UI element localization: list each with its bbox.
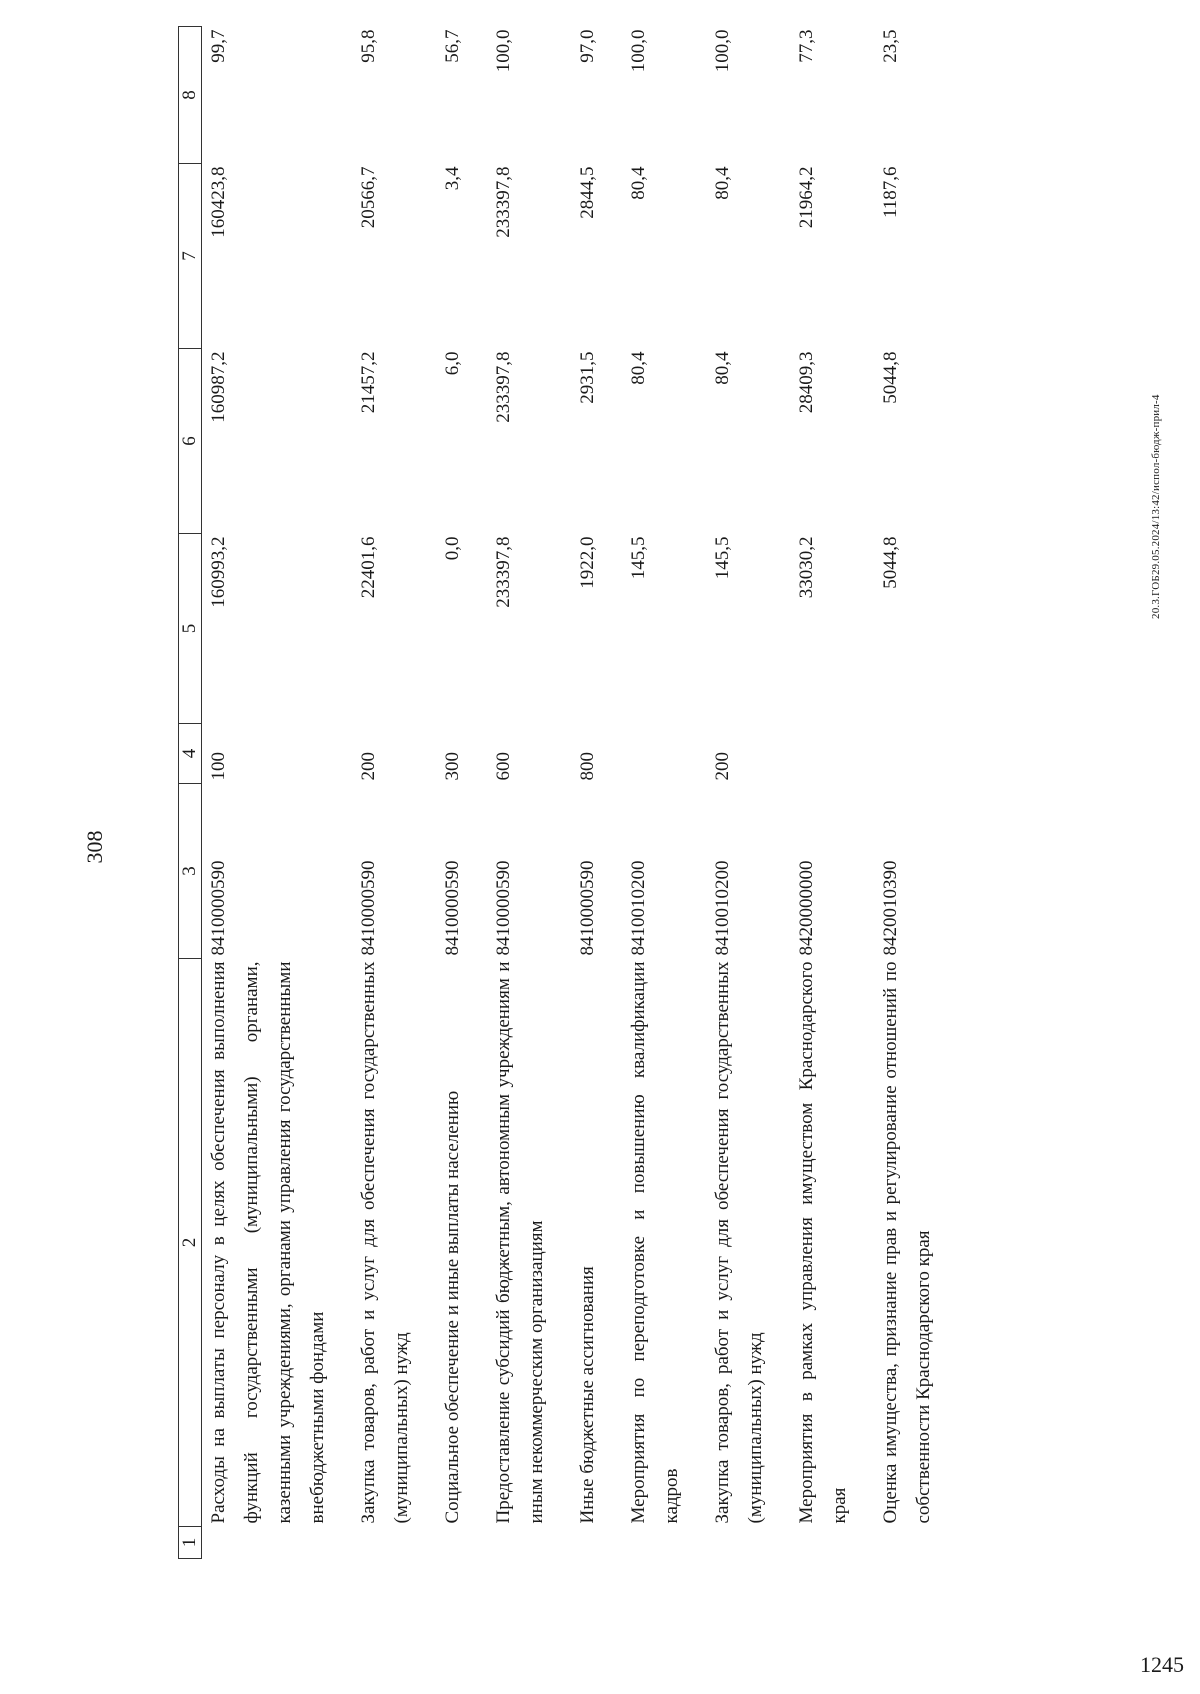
page-number: 308	[82, 830, 107, 864]
row-spacer-cell	[469, 27, 487, 1559]
row-value-col5: 233397,8	[493, 536, 514, 608]
row-value-col5: 1922,0	[577, 536, 598, 589]
column-number-row	[179, 27, 202, 1559]
row-expense-type	[790, 724, 856, 784]
row-index-cell	[622, 1527, 688, 1559]
row-index-cell	[790, 1527, 856, 1559]
row-index-cell	[874, 1527, 940, 1559]
row-percent-col8: 56,7	[442, 29, 463, 63]
row-spacer-cell	[553, 27, 571, 1559]
row-index-cell	[352, 1527, 418, 1559]
row-description: Социальное обеспечение и иные выплаты населению	[442, 1090, 463, 1524]
row-expense-type: 200	[712, 752, 733, 781]
row-target-code: 8410000590	[358, 860, 379, 956]
row-value-col5: 145,5	[712, 536, 733, 580]
row-spacer-cell	[418, 27, 436, 1559]
row-value-col5: 0,0	[442, 536, 463, 561]
row-value-col7: 21964,2	[796, 166, 817, 229]
row-value-col7: 3,4	[442, 166, 463, 191]
row-spacer	[469, 27, 487, 1559]
row-value-col6: 28409,3	[796, 351, 817, 414]
row-spacer-cell	[856, 27, 874, 1559]
corner-page-number: 1245	[1140, 1652, 1184, 1677]
row-spacer	[688, 27, 706, 1559]
row-index-cell	[706, 1527, 772, 1559]
row-value-col7: 1187,6	[880, 166, 901, 219]
row-value-col5: 22401,6	[358, 536, 379, 599]
row-target-code: 8410010200	[712, 860, 733, 956]
row-spacer	[418, 27, 436, 1559]
table-row	[706, 27, 772, 1559]
row-percent-col8: 100,0	[712, 29, 733, 73]
row-spacer	[553, 27, 571, 1559]
row-value-col6: 160987,2	[208, 351, 229, 423]
row-value-col7: 80,4	[628, 166, 649, 200]
row-expense-type	[874, 724, 940, 784]
column-header: 2	[179, 959, 202, 1527]
row-value-col7: 20566,7	[358, 166, 379, 229]
row-expense-type: 100	[208, 752, 229, 781]
row-description: Закупка товаров, работ и услуг для обеспечения государственных (муниципальных) нужд	[358, 961, 412, 1524]
row-description: Оценка имущества, признание прав и регулирование отношений по собственности Краснодарского края	[880, 961, 934, 1524]
row-spacer-cell	[772, 27, 790, 1559]
column-header: 3	[179, 784, 202, 959]
table-row	[874, 27, 940, 1559]
row-description: Иные бюджетные ассигнования	[577, 1266, 598, 1524]
row-value-col6: 233397,8	[493, 351, 514, 423]
column-header: 6	[179, 349, 202, 534]
row-value-col7: 233397,8	[493, 166, 514, 238]
table-row	[790, 27, 856, 1559]
row-spacer-cell	[334, 27, 352, 1559]
row-value-col6: 21457,2	[358, 351, 379, 414]
row-index-cell	[202, 1527, 335, 1559]
table-body	[202, 27, 941, 1559]
footer-stamp: 20.3.ГОБ29.05.2024/13:42/испол-бюдж-прил-4	[1150, 394, 1162, 619]
row-target-code: 8420000000	[796, 860, 817, 956]
row-index-cell	[487, 1527, 553, 1559]
row-target-code: 8420010390	[880, 860, 901, 956]
row-spacer	[772, 27, 790, 1559]
row-percent-col8: 77,3	[796, 29, 817, 63]
row-spacer	[604, 27, 622, 1559]
row-value-col5: 5044,8	[880, 536, 901, 589]
row-description: Расходы на выплаты персоналу в целях обеспечения выполнения функций государственными (муниципальными) органами, казенными учреждениями, органами управления государственными внебюджетными фондами	[208, 961, 328, 1524]
row-percent-col8: 100,0	[493, 29, 514, 73]
column-header: 1	[179, 1527, 202, 1559]
row-spacer-cell	[688, 27, 706, 1559]
row-value-col5: 33030,2	[796, 536, 817, 599]
row-index-cell	[571, 1527, 604, 1559]
row-percent-col8: 23,5	[880, 29, 901, 63]
row-spacer	[334, 27, 352, 1559]
row-target-code: 8410000590	[208, 860, 229, 956]
row-value-col7: 80,4	[712, 166, 733, 200]
table-row	[202, 27, 335, 1559]
row-target-code: 8410000590	[577, 860, 598, 956]
table-row	[436, 27, 469, 1559]
row-value-col7: 2844,5	[577, 166, 598, 219]
row-value-col7: 160423,8	[208, 166, 229, 238]
table-row	[571, 27, 604, 1559]
row-value-col5: 145,5	[628, 536, 649, 580]
column-header: 7	[179, 164, 202, 349]
row-percent-col8: 100,0	[628, 29, 649, 73]
row-expense-type: 300	[442, 752, 463, 781]
column-header: 5	[179, 534, 202, 724]
row-value-col6: 5044,8	[880, 351, 901, 404]
row-target-code: 8410000590	[493, 860, 514, 956]
row-percent-col8: 99,7	[208, 29, 229, 63]
row-value-col6: 2931,5	[577, 351, 598, 404]
row-description: Мероприятия по переподготовке и повышению квалификации кадров	[628, 961, 682, 1524]
row-target-code: 8410000590	[442, 860, 463, 956]
budget-table	[178, 26, 940, 1559]
row-value-col5: 160993,2	[208, 536, 229, 608]
table-row	[622, 27, 688, 1559]
row-description: Мероприятия в рамках управления имуществом Краснодарского края	[796, 961, 850, 1524]
column-header: 8	[179, 27, 202, 164]
table-row	[487, 27, 553, 1559]
row-index-cell	[436, 1527, 469, 1559]
row-description: Закупка товаров, работ и услуг для обеспечения государственных (муниципальных) нужд	[712, 961, 766, 1524]
row-description: Предоставление субсидий бюджетным, автономным учреждениям и иным некоммерческим организациям	[493, 961, 547, 1524]
row-expense-type: 600	[493, 752, 514, 781]
table-row	[352, 27, 418, 1559]
row-value-col6: 6,0	[442, 351, 463, 376]
row-expense-type: 200	[358, 752, 379, 781]
row-percent-col8: 97,0	[577, 29, 598, 63]
row-expense-type	[622, 724, 688, 784]
row-target-code: 8410010200	[628, 860, 649, 956]
row-expense-type: 800	[577, 752, 598, 781]
row-value-col6: 80,4	[628, 351, 649, 385]
row-value-col6: 80,4	[712, 351, 733, 385]
row-spacer	[856, 27, 874, 1559]
column-header: 4	[179, 724, 202, 784]
row-spacer-cell	[604, 27, 622, 1559]
row-percent-col8: 95,8	[358, 29, 379, 63]
